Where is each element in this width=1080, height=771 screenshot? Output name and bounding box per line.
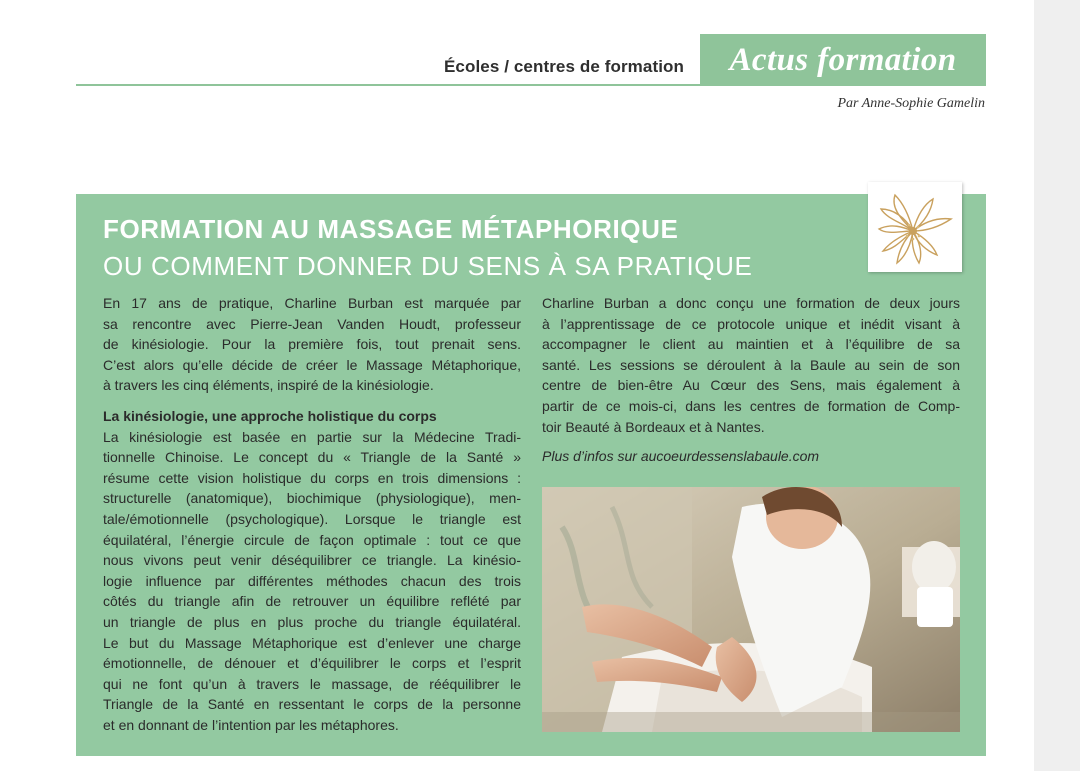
lotus-flower-icon [868,182,962,272]
body-line: émotionnelle, de dénouer et d’équilibrer le corps et l’esprit [103,655,521,672]
right-column [542,293,960,467]
intro-line: sa rencontre avec Pierre-Jean Vanden Houdt, professeur [103,315,521,332]
body-line: tale/émotionnelle (psychologique). Lorsque le triangle est [103,510,521,527]
massage-photo [542,487,960,732]
body-line: accompagner le client au maintien et à l’équilibre de sa [542,336,960,353]
body-line: équilatéral, l’énergie circule de façon optimale : tout ce que [103,531,521,548]
body-line: tionnelle Chinoise. Le concept du « Triangle de la Santé » [103,449,521,466]
body-line: santé. Les sessions se déroulent à la Baule au sein de son [542,356,960,373]
body-line: et en donnant de l’intention par les métaphores. [103,716,399,733]
section-subheading: La kinésiologie, une approche holistique du corps [103,407,437,424]
article-subtitle: OU COMMENT DONNER DU SENS À SA PRATIQUE [103,251,753,281]
intro-line: à travers les cinq éléments, inspiré de la kinésiologie. [103,377,434,394]
body-line: Triangle de la Santé en ressentant le corps de la personne [103,696,521,713]
body-line: un triangle de plus en plus proche du triangle équilatéral. [103,613,521,630]
body-line: Charline Burban a donc conçu une formation de deux jours [542,295,960,311]
body-line: logie influence par différentes méthodes chacun des trois [103,572,521,589]
intro-line: de kinésiologie. Pour la première fois, tout prenait sens. [103,336,521,353]
body-line: côtés du triangle afin de retrouver un équilibre reflété par [103,593,521,610]
body-line: Le but du Massage Métaphorique est d’enlever une charge [103,634,521,651]
left-column [103,293,521,735]
section-tag-label: Actus formation [729,42,957,78]
intro-line: C’est alors qu’elle décide de créer le Massage Métaphorique, [103,356,521,373]
article-title: FORMATION AU MASSAGE MÉTAPHORIQUE [103,214,679,244]
body-line: structurelle (anatomique), biochimique (physiologique), men- [103,490,521,507]
body-line: résume cette vision holistique du corps en trois dimensions : [103,469,521,486]
info-credit: Plus d’infos sur aucoeurdessenslabaule.com [542,448,820,465]
body-line: centre de bien-être Au Cœur des Sens, mais également à [542,377,960,394]
body-line: toir Beauté à Bordeaux et à Nantes. [542,418,765,435]
body-line: à l’apprentissage de ce protocole unique et inédit visant à [542,315,960,332]
body-line: La kinésiologie est basée en partie sur la Médecine Tradi- [103,428,521,445]
section-label: Écoles / centres de formation [443,57,684,76]
body-line: partir de ce mois-ci, dans les centres de formation de Comp- [542,397,960,414]
byline: Par Anne-Sophie Gamelin [837,96,985,111]
section-tag [700,34,986,86]
body-line: qui ne font qu’un à travers le massage, de rééquilibrer le [103,675,521,692]
body-line: nous vivons peut venir déséquilibrer ce triangle. La kinésio- [103,552,521,569]
page-edge [1034,0,1080,771]
intro-line: En 17 ans de pratique, Charline Burban est marquée par [103,295,521,311]
